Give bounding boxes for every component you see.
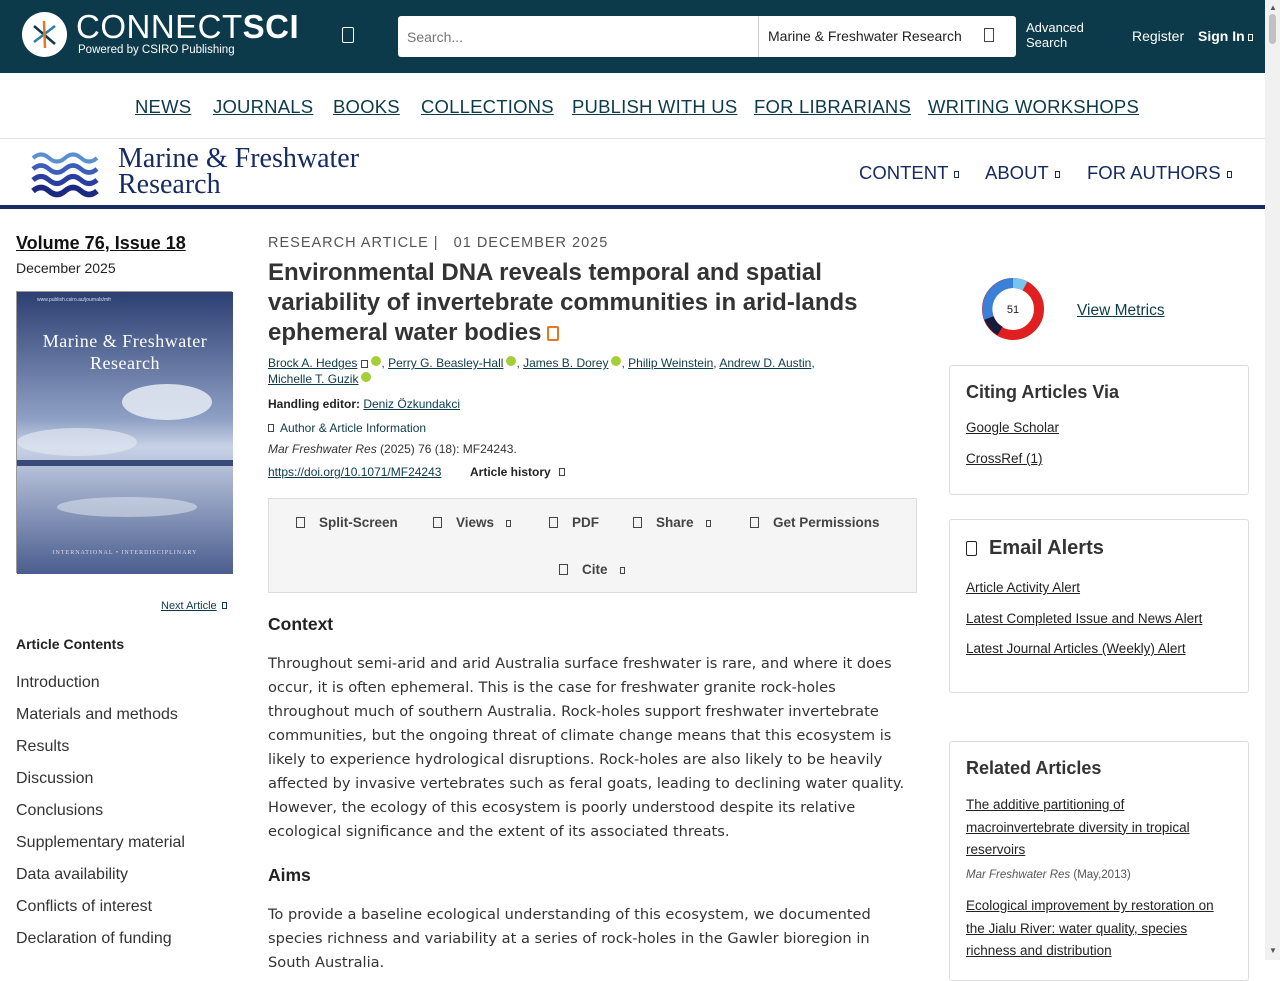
- views-icon: [433, 517, 442, 528]
- contents-item-results[interactable]: Results: [16, 738, 70, 755]
- split-screen-button[interactable]: Split-Screen: [296, 515, 398, 530]
- related-article-link[interactable]: The additive partitioning of macroinvertebrate diversity in tropical reservoirs: [966, 797, 1190, 857]
- view-metrics-link[interactable]: View Metrics: [1077, 302, 1165, 319]
- related-article-meta: Mar Freshwater Res (May,2013): [966, 869, 1131, 881]
- connectsci-logo-icon[interactable]: [22, 12, 67, 57]
- handling-editor-link[interactable]: Deniz Özkundakci: [363, 397, 461, 411]
- author-link[interactable]: Michelle T. Guzik: [268, 372, 359, 386]
- nav-for-librarians[interactable]: FOR LIBRARIANS: [754, 96, 911, 117]
- chevron-down-icon: [506, 520, 511, 527]
- chevron-down-icon: [620, 567, 625, 574]
- register-link[interactable]: Register: [1132, 28, 1185, 44]
- email-alerts-title: Email Alerts: [966, 537, 1104, 560]
- article-activity-alert-link[interactable]: Article Activity Alert: [966, 580, 1081, 595]
- altmetric-donut-icon[interactable]: [980, 276, 1046, 342]
- author-list: Brock A. Hedges , Perry G. Beasley-Hall , James B. Dorey , Philip Weinstein, Andrew D. Austin, Michelle T. Guzik: [268, 356, 815, 386]
- brand-subtitle: Powered by CSIRO Publishing: [78, 44, 235, 56]
- advanced-search-link[interactable]: Advanced Search: [1026, 20, 1084, 50]
- share-button[interactable]: Share: [633, 515, 711, 530]
- journal-nav-content[interactable]: CONTENT: [859, 162, 959, 184]
- article-type-date: RESEARCH ARTICLE | 01 DECEMBER 2025: [268, 235, 609, 251]
- split-screen-icon: [296, 517, 305, 528]
- related-articles-title: Related Articles: [966, 758, 1102, 778]
- contents-item-data-availability[interactable]: Data availability: [16, 866, 129, 883]
- contents-item-conclusions[interactable]: Conclusions: [16, 802, 104, 819]
- orcid-icon[interactable]: [611, 356, 621, 366]
- crossref-link[interactable]: CrossRef (1): [966, 451, 1043, 466]
- citing-articles-panel: [949, 365, 1249, 495]
- section-heading-context: Context: [268, 614, 334, 634]
- article-history-toggle[interactable]: Article history: [470, 465, 565, 479]
- permissions-icon: [750, 517, 759, 528]
- article-type: RESEARCH ARTICLE: [268, 235, 429, 251]
- cover-footer: INTERNATIONAL • INTERDISCIPLINARY: [52, 550, 198, 556]
- latest-articles-alert-link[interactable]: Latest Journal Articles (Weekly) Alert: [966, 641, 1186, 656]
- search-scope-select[interactable]: Marine & Freshwater Research: [768, 28, 962, 44]
- author-link[interactable]: Brock A. Hedges: [268, 356, 358, 370]
- article-contents-heading: Article Contents: [16, 636, 125, 652]
- bookmark-icon[interactable]: [342, 27, 354, 43]
- latest-issue-alert-link[interactable]: Latest Completed Issue and News Alert: [966, 611, 1203, 626]
- scroll-up-arrow-icon[interactable]: ▲: [1269, 3, 1277, 12]
- bell-icon: [966, 541, 977, 556]
- pdf-icon: [549, 517, 558, 528]
- email-icon[interactable]: [361, 360, 368, 368]
- article-contents-list: [16, 672, 185, 960]
- journal-title[interactable]: [118, 143, 360, 200]
- nav-writing-workshops[interactable]: WRITING WORKSHOPS: [928, 96, 1140, 117]
- chevron-down-icon: [559, 468, 565, 476]
- citing-articles-title: Citing Articles Via: [966, 382, 1120, 402]
- scroll-thumb[interactable]: [1269, 14, 1276, 44]
- orcid-icon[interactable]: [506, 356, 516, 366]
- journal-nav-about[interactable]: ABOUT: [985, 162, 1060, 184]
- nav-news[interactable]: NEWS: [135, 96, 192, 117]
- chevron-down-icon: [706, 520, 711, 527]
- chevron-down-icon: [1227, 171, 1232, 178]
- article-toolbar: [268, 498, 917, 593]
- journal-nav-for-authors[interactable]: FOR AUTHORS: [1087, 162, 1232, 184]
- contents-item-materials-methods[interactable]: Materials and methods: [16, 706, 178, 723]
- search-box: [398, 16, 1016, 57]
- author-link[interactable]: James B. Dorey: [523, 356, 609, 370]
- citation-line: Mar Freshwater Res (2025) 76 (18): MF24243.: [268, 442, 517, 456]
- section-text-context: Throughout semi-arid and arid Australia surface freshwater is rare, and where it does occur, it is often ephemeral. This is the case for freshwater granite rock-holes throughout much of southern Australia. Rock-holes support freshwater invertebrate communities, but the ongoing threat of climate change means that this ecosystem is likely to experience hydrological disruptions. Rock-holes are also likely to be heavily affected by invasive vertebrates such as feral goats, leading to declining water quality. However, the ecology of this ecosystem is poorly understood despite its relative ecological significance and the extent of its associated threats.: [268, 655, 905, 840]
- sign-in-icon: [1248, 34, 1253, 41]
- issue-cover-image[interactable]: [16, 291, 232, 573]
- scroll-down-arrow-icon[interactable]: ▼: [1269, 946, 1277, 955]
- pdf-button[interactable]: PDF: [549, 515, 599, 530]
- cite-icon: [559, 564, 568, 575]
- related-articles-panel: [949, 741, 1249, 981]
- contents-item-supplementary[interactable]: Supplementary material: [16, 834, 185, 851]
- next-article-link[interactable]: Next Article: [161, 600, 227, 612]
- journal-title-line2: Research: [118, 169, 221, 200]
- issue-date: December 2025: [16, 260, 116, 276]
- sign-in-link[interactable]: Sign In: [1198, 28, 1253, 44]
- contents-item-introduction[interactable]: Introduction: [16, 674, 100, 691]
- chevron-right-icon: [268, 424, 274, 432]
- author-link[interactable]: Perry G. Beasley-Hall: [388, 356, 504, 370]
- contents-item-conflicts[interactable]: Conflicts of interest: [16, 898, 153, 915]
- nav-collections[interactable]: COLLECTIONS: [421, 96, 554, 117]
- chevron-down-icon: [954, 171, 959, 178]
- cover-title: Marine & Freshwater Research: [42, 331, 208, 373]
- search-icon[interactable]: [984, 28, 994, 42]
- author-info-toggle[interactable]: Author & Article Information: [268, 421, 426, 435]
- author-link[interactable]: Philip Weinstein: [628, 356, 714, 370]
- orcid-icon[interactable]: [371, 356, 381, 366]
- doi-link[interactable]: https://doi.org/10.1071/MF24243: [268, 465, 442, 479]
- nav-books[interactable]: BOOKS: [333, 96, 400, 117]
- journal-title-line1: Marine & Freshwater: [118, 143, 360, 174]
- altmetric-score: 51: [1006, 304, 1020, 316]
- nav-publish-with-us[interactable]: PUBLISH WITH US: [572, 96, 738, 117]
- cite-button[interactable]: Cite: [559, 562, 625, 577]
- contents-item-funding[interactable]: Declaration of funding: [16, 930, 172, 947]
- contents-item-discussion[interactable]: Discussion: [16, 770, 94, 787]
- nav-journals[interactable]: JOURNALS: [213, 96, 314, 117]
- section-heading-aims: Aims: [268, 865, 311, 885]
- related-article-link[interactable]: Ecological improvement by restoration on the Jialu River: water quality, species richness and distribution: [966, 898, 1214, 958]
- author-link[interactable]: Andrew D. Austin: [719, 356, 812, 370]
- article-date: 01 DECEMBER 2025: [453, 235, 609, 251]
- google-scholar-link[interactable]: Google Scholar: [966, 420, 1060, 435]
- chevron-right-icon: [222, 602, 227, 609]
- email-alerts-panel: [949, 519, 1249, 693]
- search-divider: [758, 16, 759, 57]
- site-header: [0, 0, 1265, 73]
- views-button[interactable]: Views: [433, 515, 511, 530]
- section-text-aims: To provide a baseline ecological understanding of this ecosystem, we documented species richness and variability at a series of rock-holes in the Gawler bioregion in South Australia.: [268, 906, 871, 971]
- journal-waves-logo-icon[interactable]: [31, 150, 99, 198]
- page-scrollbar[interactable]: [1265, 0, 1280, 960]
- share-icon: [633, 517, 642, 528]
- main-navigation: [0, 73, 1265, 139]
- open-access-icon: [547, 326, 559, 341]
- search-input[interactable]: [398, 16, 758, 57]
- issue-volume-link[interactable]: Volume 76, Issue 18: [16, 233, 186, 253]
- journal-header: [0, 140, 1265, 205]
- orcid-icon[interactable]: [361, 372, 371, 382]
- journal-header-rule: [0, 205, 1265, 209]
- get-permissions-button[interactable]: Get Permissions: [750, 515, 880, 530]
- connectsci-wordmark[interactable]: CONNECTSCI: [76, 8, 300, 45]
- article-title: Environmental DNA reveals temporal and spatial variability of invertebrate communities in arid-lands ephemeral water bodies: [268, 259, 858, 346]
- cover-url: www.publish.csiro.au/journals/mfr: [37, 297, 112, 303]
- handling-editor: Handling editor: Deniz Özkundakci: [268, 397, 461, 411]
- chevron-down-icon: [1055, 171, 1060, 178]
